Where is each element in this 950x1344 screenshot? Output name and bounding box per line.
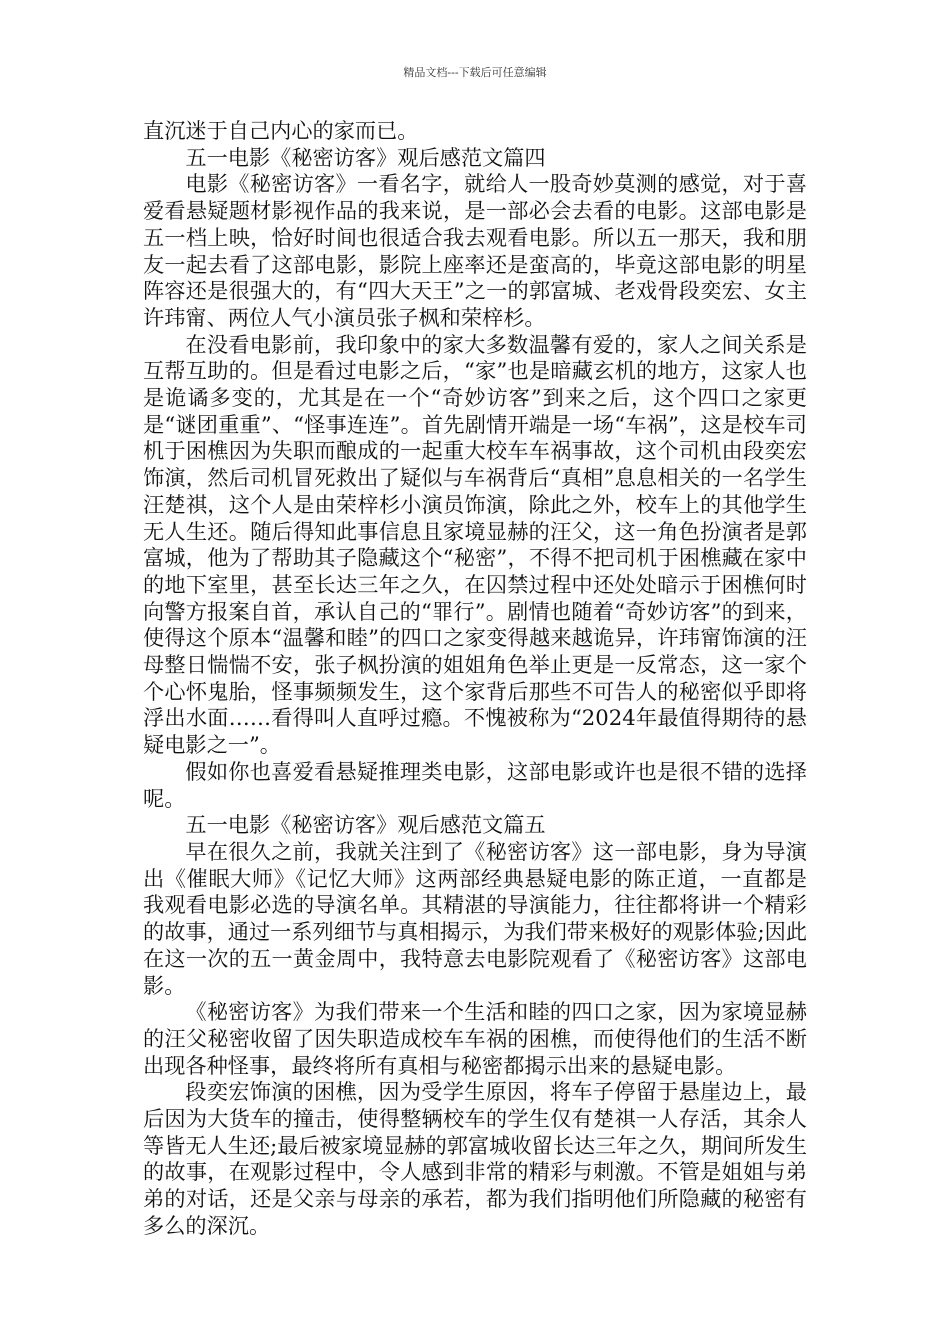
paragraph: 电影《秘密访客》一看名字，就给人一股奇妙莫测的感觉，对于喜爱看悬疑题材影视作品的我来说，是一部必会去看的电影。这部电影是五一档上映，恰好时间也很适合我去观看电影。所以五一那天，我和朋友一起去看了这部电影，影院上座率还是蛮高的，毕竟这部电影的明星阵容还是很强大的，有“四大天王”之一的郭富城、老戏骨段奕宏、女主许玮甯、两位人气小演员张子枫和荣梓杉。 <box>143 171 807 330</box>
section-heading-part-four: 五一电影《秘密访客》观后感范文篇四 <box>185 144 546 170</box>
paragraph: 段奕宏饰演的困樵，因为受学生原因，将车子停留于悬崖边上，最后因为大货车的撞击，使得整辆校车的学生仅有楚祺一人存活，其余人等皆无人生还;最后被家境显赫的郭富城收留长达三年之久，期间所发生的故事，在观影过程中，令人感到非常的精彩与刺激。不管是姐姐与弟弟的对话，还是父亲与母亲的承若，都为我们指明他们所隐藏的秘密有多么的深沉。 <box>143 1079 807 1238</box>
paragraph-continuation: 直沉迷于自己内心的家而已。 <box>143 118 419 143</box>
section-heading-part-five: 五一电影《秘密访客》观后感范文篇五 <box>185 812 546 838</box>
paragraph: 假如你也喜爱看悬疑推理类电影，这部电影或许也是很不错的选择呢。 <box>143 758 807 811</box>
page-header: 精品文档---下载后可任意编辑 <box>403 66 547 79</box>
paragraph: 在没看电影前，我印象中的家大多数温馨有爱的，家人之间关系是互帮互助的。但是看过电影之后，“家”也是暗藏玄机的地方，这家人也是诡谲多变的，尤其是在一个“奇妙访客”到来之后，这个四口之家更是“谜团重重”、“怪事连连”。首先剧情开端是一场“车祸”，这是校车司机于困樵因为失职而酿成的一起重大校车车祸事故，这个司机由段奕宏饰演，然后司机冒死救出了疑似与车祸背后“真相”息息相关的一名学生汪楚祺，这个人是由荣梓杉小演员饰演，除此之外，校车上的其他学生无人生还。随后得知此事信息且家境显赫的汪父，这一角色扮演者是郭富城，他为了帮助其子隐藏这个“秘密”，不得不把司机于困樵藏在家中的地下室里，甚至长达三年之久，在囚禁过程中还处处暗示于困樵何时向警方报案自首，承认自己的“罪行”。剧情也随着“奇妙访客”的到来，使得这个原本“温馨和睦”的四口之家变得越来越诡异，许玮甯饰演的汪母整日惴惴不安，张子枫扮演的姐姐角色举止更是一反常态，这一家个个心怀鬼胎，怪事频频发生，这个家背后那些不可告人的秘密似乎即将浮出水面……看得叫人直呼过瘾。不愧被称为“2024年最值得期待的悬疑电影之一”。 <box>143 331 807 758</box>
document-body <box>143 118 807 1240</box>
paragraph: 《秘密访客》为我们带来一个生活和睦的四口之家，因为家境显赫的汪父秘密收留了因失职造成校车车祸的困樵，而使得他们的生活不断出现各种怪事，最终将所有真相与秘密都揭示出来的悬疑电影。 <box>143 999 807 1078</box>
paragraph: 早在很久之前，我就关注到了《秘密访客》这一部电影，身为导演出《催眠大师》《记忆大师》这两部经典悬疑电影的陈正道，一直都是我观看电影必选的导演名单。其精湛的导演能力，往往都将讲一个精彩的故事，通过一系列细节与真相揭示，为我们带来极好的观影体验;因此在这一次的五一黄金周中，我特意去电影院观看了《秘密访客》这部电影。 <box>143 838 807 998</box>
